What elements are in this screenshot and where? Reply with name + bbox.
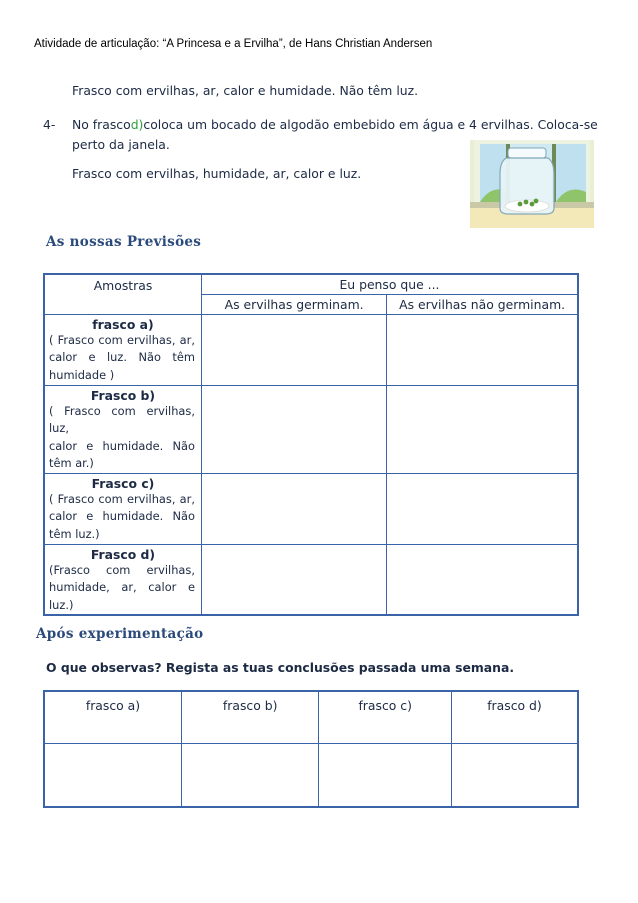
sample-line: têm luz.) <box>49 526 100 541</box>
sample-line: humidade ) <box>49 367 115 382</box>
obs-cell-c[interactable] <box>319 743 452 807</box>
germinate-header: As ervilhas germinam. <box>201 294 386 314</box>
sample-line: ( Frasco com ervilhas, ar, <box>49 491 195 506</box>
table-row <box>44 473 578 544</box>
group-header: Eu penso que ... <box>201 274 578 294</box>
sample-cell <box>44 385 201 473</box>
sample-line: ( Frasco com ervilhas, luz, <box>49 403 195 435</box>
not-germinate-header: As ervilhas não germinam. <box>387 294 578 314</box>
sample-cell <box>44 314 201 385</box>
sample-title: Frasco d) <box>90 546 156 562</box>
table-row <box>44 544 578 615</box>
sample-line: ( Frasco com ervilhas, ar, <box>49 332 195 347</box>
sample-cell <box>44 473 201 544</box>
sample-line: calor e humidade. Não <box>49 438 195 453</box>
predictions-title: As nossas Previsões <box>46 234 202 250</box>
obs-header-d: frasco d) <box>451 691 578 743</box>
samples-header: Amostras <box>44 274 201 314</box>
obs-cell-a[interactable] <box>44 743 181 807</box>
step-4-text-after: coloca um bocado de algodão embebido em água e 4 ervilhas. Coloca-se <box>143 117 598 132</box>
sample-line: luz.) <box>49 597 74 612</box>
answer-cell-yes[interactable] <box>201 544 386 615</box>
obs-header-a: frasco a) <box>44 691 181 743</box>
after-title: Após experimentação <box>36 626 204 642</box>
sample-line: têm ar.) <box>49 456 94 470</box>
sample-title: frasco a) <box>92 316 154 332</box>
predictions-table <box>43 273 579 616</box>
step-number: 4- <box>43 117 56 132</box>
sample-title: Frasco b) <box>90 387 156 403</box>
answer-cell-no[interactable] <box>387 385 578 473</box>
step-4-line-1 <box>72 117 598 132</box>
table-row <box>44 314 578 385</box>
answer-cell-no[interactable] <box>387 473 578 544</box>
jar-d-description: Frasco com ervilhas, humidade, ar, calor e luz. <box>72 166 362 181</box>
sample-line: calor e humidade. Não <box>49 509 195 523</box>
jar-c-description: Frasco com ervilhas, ar, calor e humidade. Não têm luz. <box>72 83 419 98</box>
answer-cell-yes[interactable] <box>201 314 386 385</box>
page-header: Atividade de articulação: “A Princesa e a Ervilha”, de Hans Christian Andersen <box>34 38 433 50</box>
step-4-line-2: perto da janela. <box>72 137 170 152</box>
observations-table <box>43 690 579 808</box>
step-4-text-before: No frasco <box>72 117 131 132</box>
answer-cell-yes[interactable] <box>201 385 386 473</box>
sample-line: calor e luz. Não têm <box>49 350 195 364</box>
after-question: O que observas? Regista as tuas conclusões passada uma semana. <box>46 660 515 675</box>
obs-cell-b[interactable] <box>181 743 318 807</box>
obs-header-c: frasco c) <box>319 691 452 743</box>
answer-cell-yes[interactable] <box>201 473 386 544</box>
jar-with-peas-icon <box>470 140 594 228</box>
obs-cell-d[interactable] <box>451 743 578 807</box>
step-4-highlight: d) <box>130 117 144 132</box>
answer-cell-no[interactable] <box>387 314 578 385</box>
jar-illustration <box>470 140 594 228</box>
sample-line: (Frasco com ervilhas, <box>49 562 195 577</box>
sample-line: humidade, ar, calor e <box>49 580 195 594</box>
sample-title: Frasco c) <box>91 475 155 491</box>
table-row <box>44 385 578 473</box>
sample-cell <box>44 544 201 615</box>
answer-cell-no[interactable] <box>387 544 578 615</box>
obs-header-b: frasco b) <box>181 691 318 743</box>
